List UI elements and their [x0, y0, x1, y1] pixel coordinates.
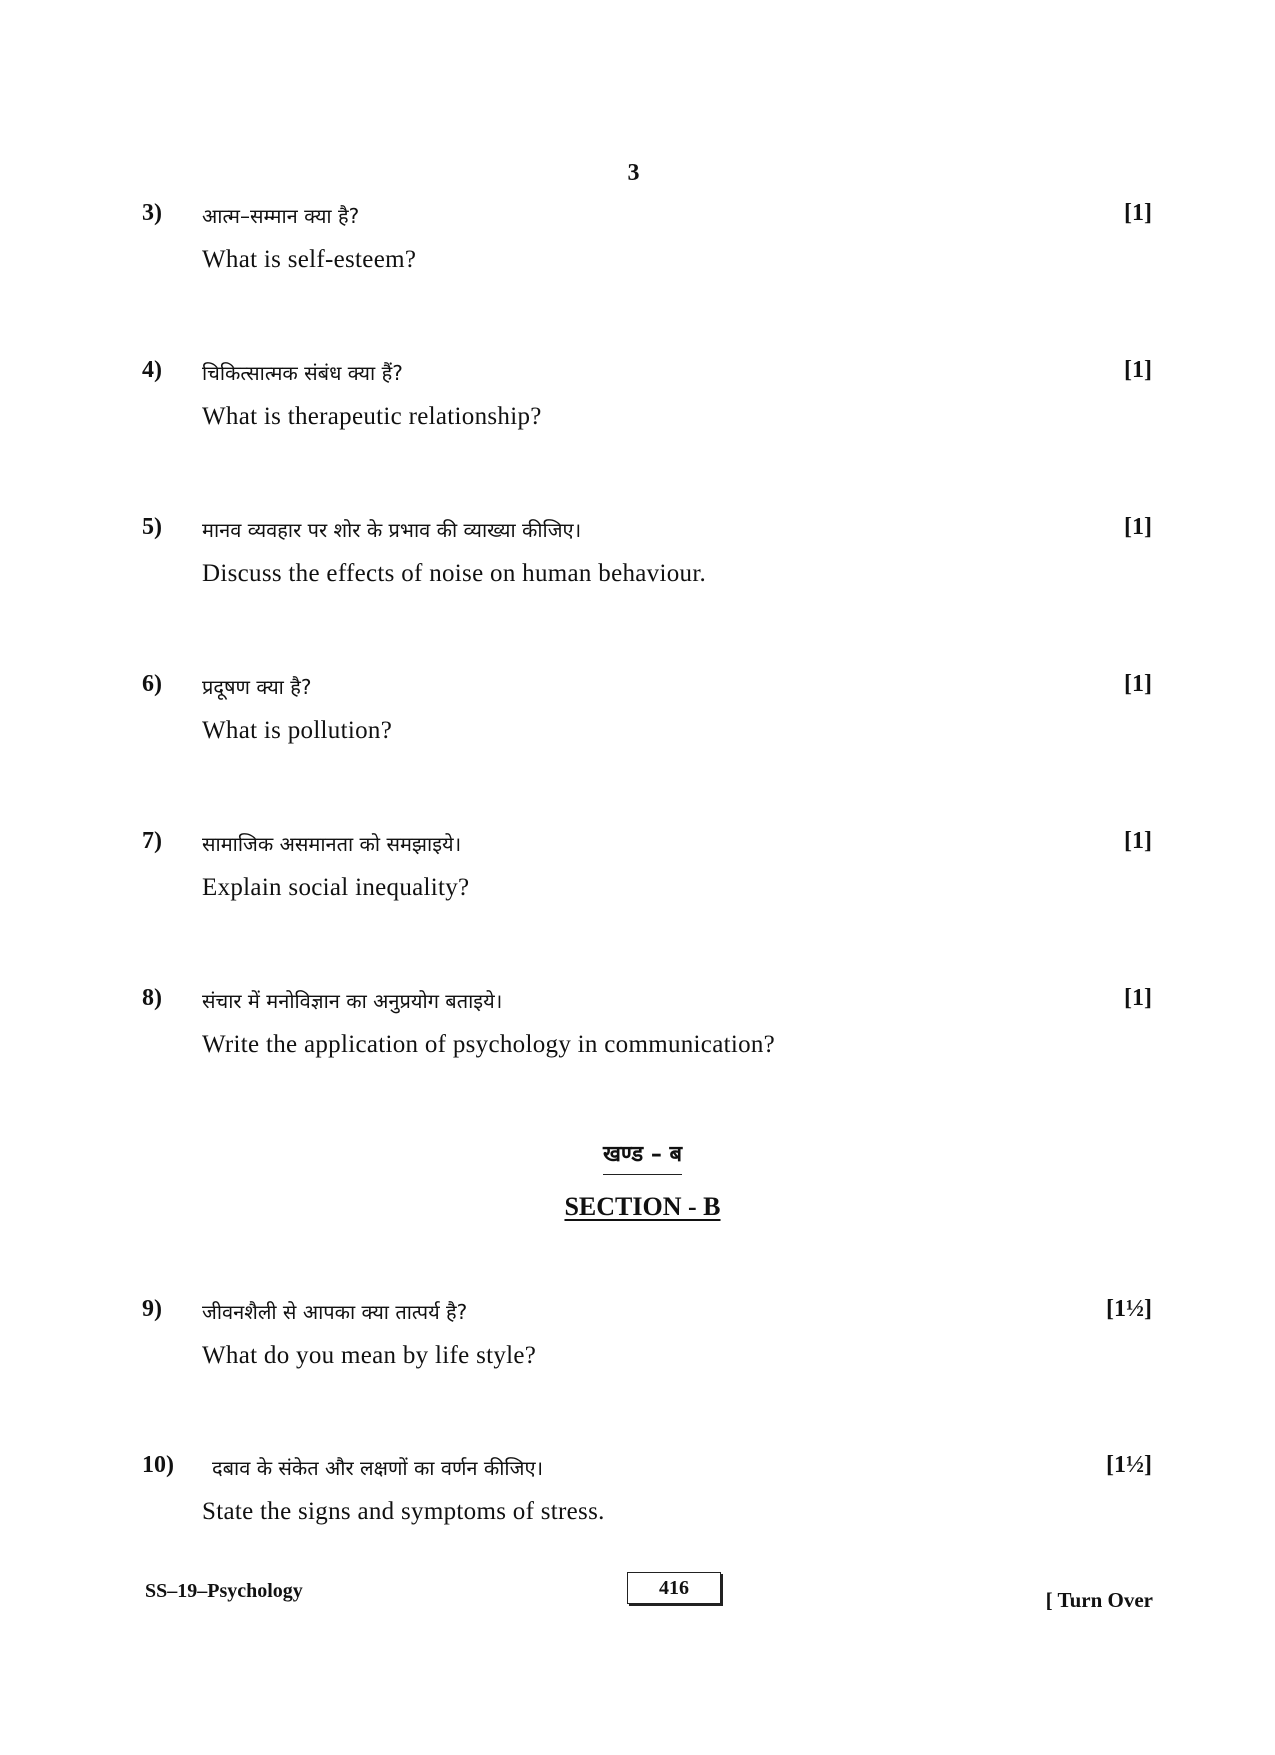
section-heading-english: SECTION - B	[564, 1192, 721, 1221]
question-marks: [1]	[1124, 357, 1152, 383]
question-marks: [1½]	[1106, 1452, 1152, 1478]
question-marks: [1]	[1124, 985, 1152, 1011]
paper-code: SS–19–Psychology	[145, 1580, 303, 1602]
question-text-english: State the signs and symptoms of stress.	[202, 1498, 605, 1525]
question-text-english: What do you mean by life style?	[202, 1342, 537, 1369]
question-marks: [1½]	[1106, 1296, 1152, 1322]
question-9	[142, 1296, 1152, 1370]
section-heading-hindi: खण्ड – ब	[603, 1138, 682, 1175]
question-text-hindi: जीवनशैली से आपका क्या तात्पर्य है?	[202, 1300, 468, 1324]
question-3	[142, 200, 1152, 274]
question-text-hindi: आत्म–सम्मान क्या है?	[202, 204, 360, 228]
page-number: 3	[627, 160, 640, 186]
question-text-english: What is pollution?	[202, 717, 393, 744]
section-heading-hindi-wrap	[0, 1138, 1275, 1175]
question-number: 4)	[142, 357, 162, 383]
question-number: 7)	[142, 828, 162, 854]
question-number: 5)	[142, 514, 162, 540]
page-code-box: 416	[627, 1572, 721, 1604]
question-number: 6)	[142, 671, 162, 697]
question-text-english: What is self-esteem?	[202, 246, 417, 273]
question-text-hindi: चिकित्सात्मक संबंध क्या हैं?	[202, 361, 403, 385]
question-marks: [1]	[1124, 200, 1152, 226]
question-4	[142, 357, 1152, 431]
question-number: 9)	[142, 1296, 162, 1322]
question-number: 3)	[142, 200, 162, 226]
question-10	[142, 1452, 1152, 1526]
question-marks: [1]	[1124, 671, 1152, 697]
question-number: 8)	[142, 985, 162, 1011]
question-marks: [1]	[1124, 828, 1152, 854]
question-text-english: Explain social inequality?	[202, 874, 470, 901]
question-text-english: Write the application of psychology in communication?	[202, 1031, 776, 1058]
question-text-hindi: प्रदूषण क्या है?	[202, 675, 312, 699]
question-text-hindi: सामाजिक असमानता को समझाइये।	[202, 832, 462, 856]
question-number: 10)	[142, 1452, 174, 1478]
question-marks: [1]	[1124, 514, 1152, 540]
question-7	[142, 828, 1152, 902]
question-5	[142, 514, 1152, 588]
turn-over-label: [ Turn Over	[1045, 1588, 1153, 1612]
question-8	[142, 985, 1152, 1059]
section-heading-english-wrap	[0, 1192, 1275, 1222]
question-text-english: Discuss the effects of noise on human behaviour.	[202, 560, 707, 587]
question-text-hindi: संचार में मनोविज्ञान का अनुप्रयोग बताइये।	[202, 989, 503, 1013]
question-text-english: What is therapeutic relationship?	[202, 403, 542, 430]
question-text-hindi: दबाव के संकेत और लक्षणों का वर्णन कीजिए।	[212, 1456, 544, 1480]
question-6	[142, 671, 1152, 745]
question-text-hindi: मानव व्यवहार पर शोर के प्रभाव की व्याख्या कीजिए।	[202, 518, 582, 542]
